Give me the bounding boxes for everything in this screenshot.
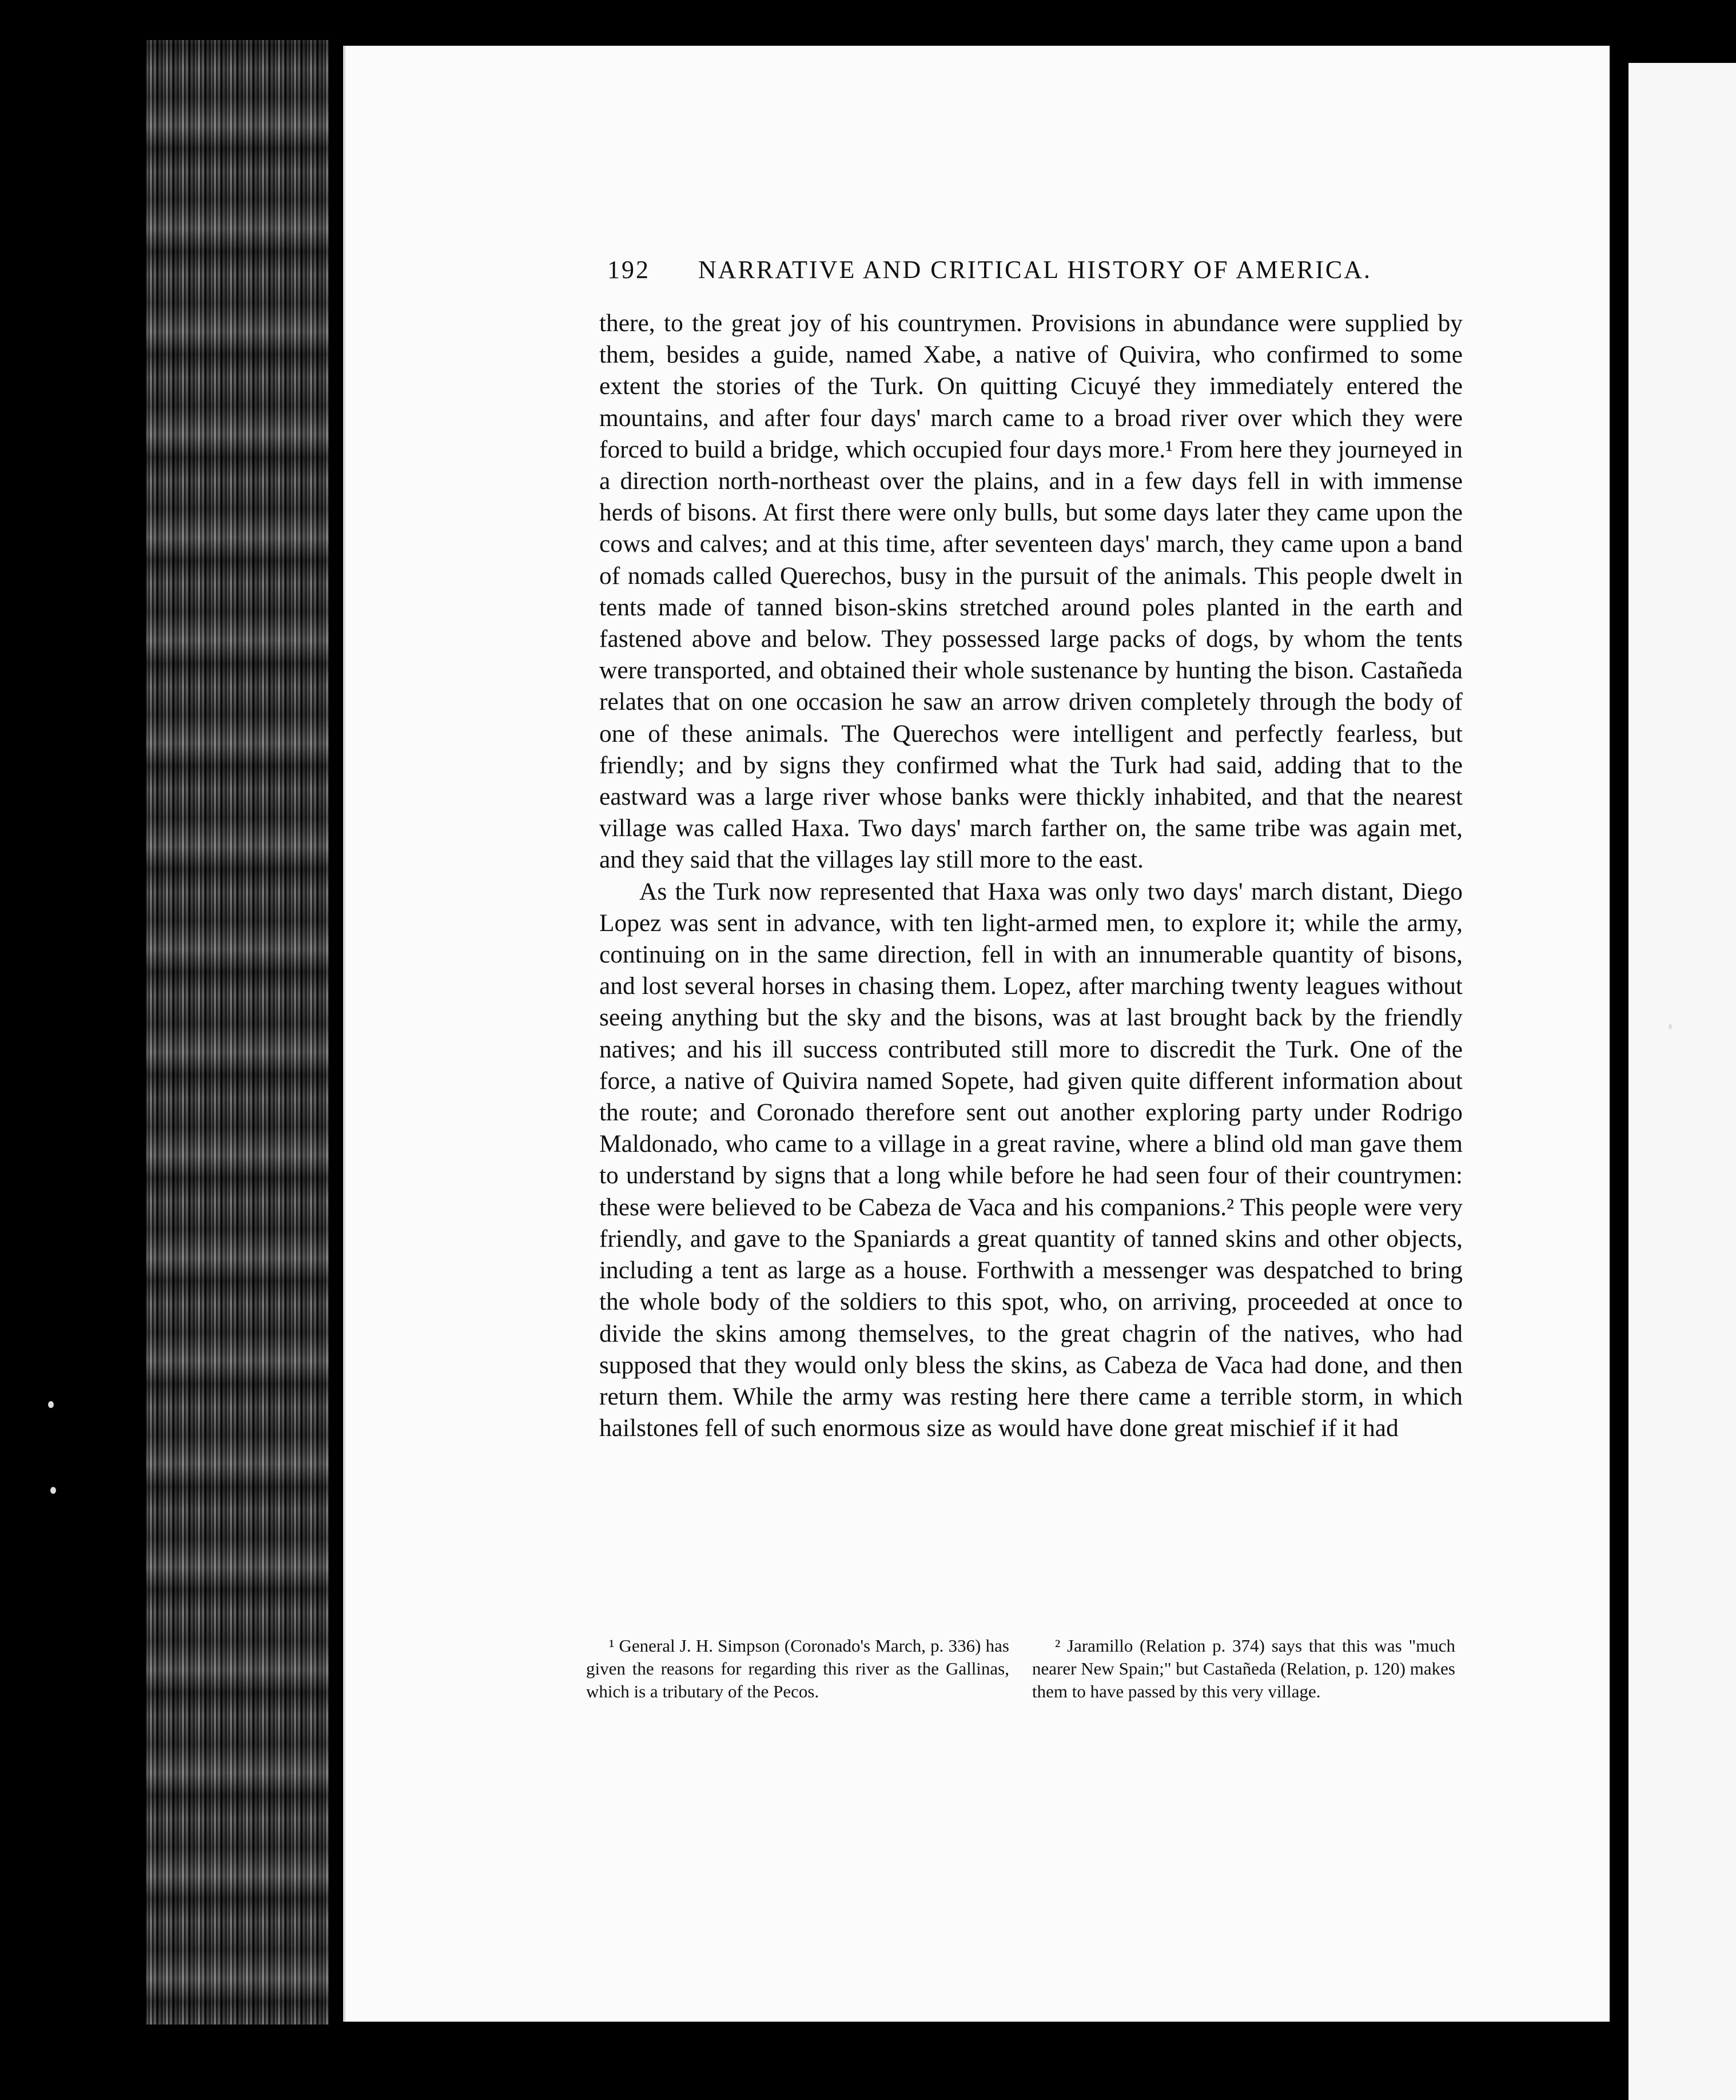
scan-speck — [48, 1401, 54, 1408]
scan-speck — [50, 1487, 56, 1494]
footnote-1: ¹ General J. H. Simpson (Coronado's March, p. 336) has given the reasons for regarding this river as the Gallinas, which is a tributary of the Pecos. — [586, 1636, 1009, 1701]
paragraph: there, to the great joy of his countrymen. Provisions in abundance were supplied by them, besides a guide, named Xabe, a native of Quivira, who confirmed to some extent the stories of the Turk. On quitting Cicuyé they immediately entered the mountains, and after four days' march came to a broad river over which they were forced to build a bridge, which occupied four days more.¹ From here they journeyed in a direction north-northeast over the plains, and in a few days fell in with immense herds of bisons. At first there were only bulls, but some days later they came upon the cows and calves; and at this time, after seventeen days' march, they came upon a band of nomads called Querechos, busy in the pursuit of the animals. This people dwelt in tents made of tanned bison-skins stretched around poles planted in the earth and fastened above and below. They possessed large packs of dogs, by whom the tents were transported, and obtained their whole sustenance by hunting the bison. Castañeda relates that on one occasion he saw an arrow driven completely through the body of one of these animals. The Querechos were intelligent and perfectly fearless, but friendly; and by signs they confirmed what the Turk had said, adding that to the eastward was a large river whose banks were thickly inhabited, and that the nearest village was called Haxa. Two days' march farther on, the same tribe was again met, and they said that the villages lay still more to the east. — [599, 309, 1463, 874]
footnote-2: ² Jaramillo (Relation p. 374) says that this was "much nearer New Spain;" but Castañeda (Relation, p. 120) makes them to have passed by this very village. — [1032, 1636, 1455, 1701]
book-page-edges — [146, 40, 329, 2025]
running-header — [607, 255, 1373, 284]
running-title: NARRATIVE AND CRITICAL HISTORY OF AMERICA. — [698, 256, 1372, 284]
facing-page-edge — [1629, 63, 1736, 2100]
footnotes — [586, 1634, 1455, 1703]
page-number: 192 — [607, 256, 650, 284]
page-gutter — [1610, 46, 1629, 2100]
paragraph: As the Turk now represented that Haxa was only two days' march distant, Diego Lopez was sent in advance, with ten light-armed men, to explore it; while the army, continuing on in the same direction, fell in with an innumerable quantity of bisons, and lost several horses in chasing them. Lopez, after marching twenty leagues without seeing anything but the sky and the bisons, was at last brought back by the friendly natives; and his ill success contributed still more to discredit the Turk. One of the force, a native of Quivira named Sopete, had given quite different information about the route; and Coronado therefore sent out another exploring party under Rodrigo Maldonado, who came to a village in a great ravine, where a blind old man gave them to understand by signs that a long while before he had seen four of their countrymen: these were believed to be Cabeza de Vaca and his companions.² This people were very friendly, and gave to the Spaniards a great quantity of tanned skins and other objects, including a tent as large as a house. Forthwith a messenger was despatched to bring the whole body of the soldiers to this spot, who, on arriving, proceeded at once to divide the skins among themselves, to the great chagrin of the natives, who had supposed that they would only bless the skins, as Cabeza de Vaca had done, and then return them. While the army was resting here there came a terrible storm, in which hailstones fell of such enormous size as would have done great mischief if it had — [599, 877, 1463, 1442]
scan-speck — [1669, 1024, 1672, 1029]
main-text — [599, 308, 1463, 1444]
